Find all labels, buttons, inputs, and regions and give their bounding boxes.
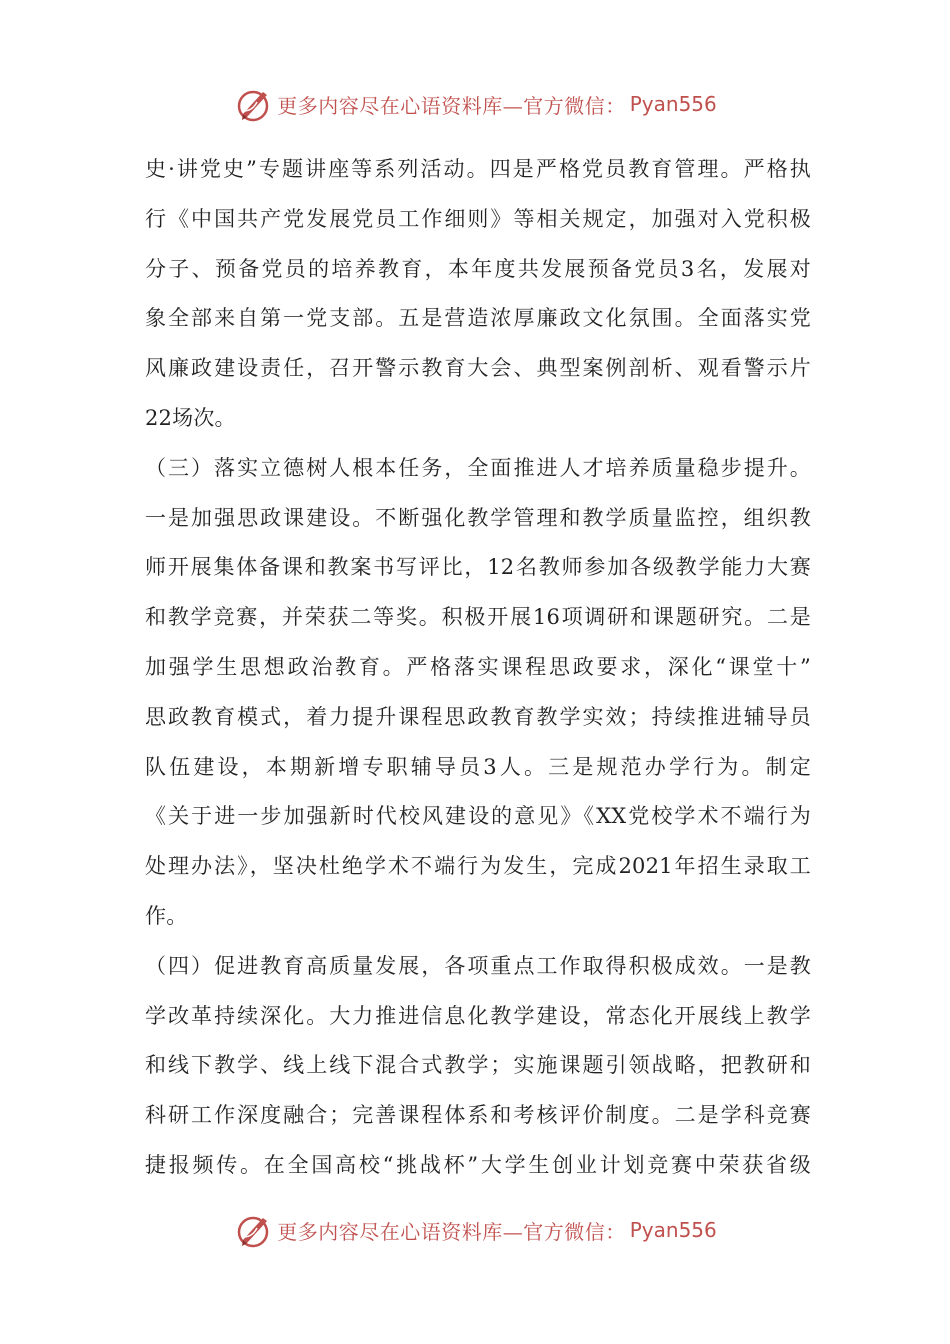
pen-logo-icon: [233, 1210, 273, 1250]
text-line: 处理办法》，坚决杜绝学术不端行为发生，完成2021年招生录取工: [145, 854, 811, 879]
text-line: 象全部来自第一党支部。五是营造浓厚廉政文化氛围。全面落实党: [145, 306, 811, 331]
section-heading-4: （四）促进教育高质量发展，各项重点工作取得积极成效。一是教: [145, 953, 811, 978]
text-line: 思政教育模式，着力提升课程思政教育教学实效；持续推进辅导员: [145, 704, 811, 729]
text-line: 师开展集体备课和教案书写评比，12名教师参加各级教学能力大赛: [145, 555, 811, 580]
header-watermark: [0, 82, 950, 126]
text-line: 加强学生思想政治教育。严格落实课程思政要求，深化“课堂十”: [145, 654, 811, 679]
text-line: 捷报频传。在全国高校“挑战杯”大学生创业计划竞赛中荣获省级: [145, 1152, 811, 1177]
text-line: 一是加强思政课建设。不断强化教学管理和教学质量监控，组织教: [145, 505, 811, 530]
text-line: 和线下教学、线上线下混合式教学；实施课题引领战略，把教研和: [145, 1053, 811, 1078]
watermark-wechat-id: Pyan556: [629, 1218, 717, 1242]
text-line: 史·讲党史”专题讲座等系列活动。四是严格党员教育管理。严格执: [145, 157, 811, 181]
document-body: [145, 145, 811, 1191]
text-line: 队伍建设，本期新增专职辅导员3人。三是规范办学行为。制定: [145, 754, 811, 779]
text-line: 和教学竞赛，并荣获二等奖。积极开展16项调研和课题研究。二是: [145, 605, 811, 630]
text-line: 《关于进一步加强新时代校风建设的意见》《XX党校学术不端行为: [145, 804, 811, 829]
text-line: 行《中国共产党发展党员工作细则》等相关规定，加强对入党积极: [145, 206, 811, 231]
text-line: 风廉政建设责任，召开警示教育大会、典型案例剖析、观看警示片: [145, 356, 811, 381]
text-line: 作。: [145, 903, 188, 928]
text-line: 22场次。: [145, 405, 236, 430]
footer-watermark: [0, 1208, 950, 1252]
pen-logo-icon: [233, 84, 273, 124]
text-line: 分子、预备党员的培养教育，本年度共发展预备党员3名，发展对: [145, 256, 811, 281]
text-line: 科研工作深度融合；完善课程体系和考核评价制度。二是学科竞赛: [145, 1103, 811, 1128]
watermark-wechat-id: Pyan556: [629, 92, 717, 116]
text-line: 学改革持续深化。大力推进信息化教学建设，常态化开展线上教学: [145, 1003, 811, 1028]
watermark-text: 更多内容尽在心语资料库—官方微信：: [277, 93, 626, 118]
watermark-text: 更多内容尽在心语资料库—官方微信：: [277, 1219, 626, 1244]
section-heading-3: （三）落实立德树人根本任务，全面推进人才培养质量稳步提升。: [145, 455, 811, 480]
